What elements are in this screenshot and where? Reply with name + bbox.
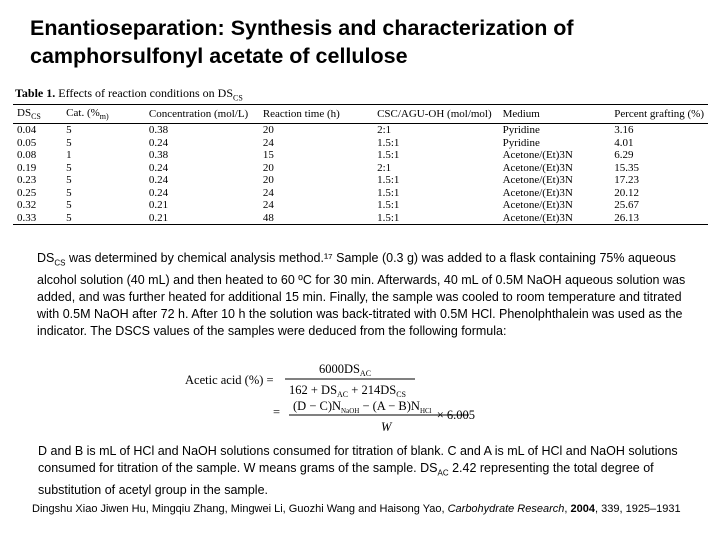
table-cell: 0.08 xyxy=(17,149,37,161)
table-cell: 20 xyxy=(262,161,274,174)
table-cell: 5 xyxy=(62,212,145,225)
table-cell: Pyridine xyxy=(502,136,540,149)
table-cell: 1.5:1 xyxy=(377,174,400,186)
acetic-acid-formula xyxy=(185,355,485,441)
table-cell: 17.23 xyxy=(614,174,639,186)
header-medium: Medium xyxy=(499,105,611,124)
table-cell: 0.23 xyxy=(17,174,37,186)
title-line-1: Enantioseparation: Synthesis and characterization of xyxy=(30,16,574,40)
table-cell: Acetone/(Et)3N xyxy=(502,186,573,199)
table-cell: 4.01 xyxy=(614,136,634,149)
table-cell: 20 xyxy=(262,124,274,136)
table-caption-text: Effects of reaction conditions on DS xyxy=(58,86,233,100)
formula-lhs: Acetic acid (%) = xyxy=(185,373,274,387)
table-row xyxy=(13,199,708,212)
title-line-2: camphorsulfonyl acetate of cellulose xyxy=(30,44,408,68)
table-cell: 24 xyxy=(262,186,274,199)
table-cell: 0.21 xyxy=(148,199,169,211)
table-row xyxy=(13,212,708,225)
table-cell: 1.5:1 xyxy=(377,149,400,161)
table-cell: 25.67 xyxy=(614,199,639,211)
formula-line2-numerator: $(D - C)N_{NaOH} - (A - B)N_{HCl}$ xyxy=(293,399,432,415)
header-ratio: CSC/AGU-OH (mol/mol) xyxy=(373,105,499,124)
table-cell: 0.04 xyxy=(17,124,37,136)
definitions-text: D and B is mL of HCl and NaOH solutions consumed for titration of blank. C and A is mL of HCl and NaOH solutions consumed for titration of the sample. W means grams of the sample. DS xyxy=(38,444,678,475)
table-cell: 5 xyxy=(66,136,72,149)
table-cell: 0.25 xyxy=(17,186,37,199)
table-cell: 5 xyxy=(66,161,72,174)
table-cell: 0.05 xyxy=(17,136,37,149)
formula-factor: × 6.005 xyxy=(436,408,475,422)
table-cell: 0.24 xyxy=(148,136,169,149)
citation-authors: Dingshu Xiao Jiwen Hu, Mingqiu Zhang, Mingwei Li, Guozhi Wang and Haisong Yao, xyxy=(32,503,448,515)
table-cell: 0.38 xyxy=(148,149,169,161)
header-cat: Cat. ($\%_{m)}$ xyxy=(62,105,145,124)
table-cell: 0.19 xyxy=(17,161,37,174)
table-cell: 48 xyxy=(259,212,373,225)
table-cell: 1 xyxy=(66,149,72,161)
table-cell: 5 xyxy=(66,124,72,136)
table-cell: 0.24 xyxy=(148,186,169,199)
conditions-table xyxy=(13,104,708,225)
citation-sep: , xyxy=(564,503,571,515)
table-cell: 1.5:1 xyxy=(377,186,400,199)
table-row xyxy=(13,124,708,137)
table-cell: 6.29 xyxy=(614,149,634,161)
table-cell: 0.24 xyxy=(148,174,169,186)
table-row xyxy=(13,162,708,175)
table-cell: 2:1 xyxy=(377,161,392,174)
citation xyxy=(32,501,702,518)
table-row xyxy=(13,187,708,200)
table-cell: 0.33 xyxy=(13,212,62,225)
table-cell: 1.5:1 xyxy=(373,212,499,225)
citation-rest: , 339, 1925–1931 xyxy=(595,503,681,515)
table-body xyxy=(13,124,708,225)
definitions-tail: 2.42 representing the total degree of substitution of acetyl group in the sample. xyxy=(38,460,654,498)
table-cell: 5 xyxy=(66,186,72,199)
table-header-row xyxy=(13,105,708,124)
table-cell: 20.12 xyxy=(614,186,639,199)
ds-label: DS xyxy=(37,251,55,265)
table-cell: 24 xyxy=(262,136,274,149)
table-caption-label: Table 1. xyxy=(15,86,56,100)
definitions-paragraph xyxy=(38,443,693,499)
table-cell: 15.35 xyxy=(614,161,639,174)
header-concentration: Concentration (mol/L) xyxy=(145,105,259,124)
table-cell: 0.32 xyxy=(17,199,37,211)
table-cell: 3.16 xyxy=(614,124,634,136)
table-cell: Acetone/(Et)3N xyxy=(502,149,573,161)
table-cell: Pyridine xyxy=(502,124,540,136)
citation-journal: Carbohydrate Research xyxy=(447,503,565,515)
table-cell: 1.5:1 xyxy=(377,199,400,211)
formula-eq2: = xyxy=(273,405,281,419)
ds-sub: CS xyxy=(54,258,66,268)
table-cell: 5 xyxy=(66,174,72,186)
table-cell: 1.5:1 xyxy=(377,136,400,149)
table-cell: 15 xyxy=(262,149,274,161)
header-reaction-time: Reaction time (h) xyxy=(259,105,373,124)
method-paragraph xyxy=(37,250,697,339)
table-row xyxy=(13,149,708,162)
table-cell: Acetone/(Et)3N xyxy=(502,161,573,174)
table-cell: 5 xyxy=(66,199,72,211)
formula-w: W xyxy=(381,420,392,434)
header-ds: $DS_{CS}$ xyxy=(13,105,62,124)
table-cell: 0.21 xyxy=(145,212,259,225)
table-cell: 2:1 xyxy=(377,124,392,136)
table-caption xyxy=(15,86,243,102)
table-caption-sub: CS xyxy=(233,93,243,103)
table-row xyxy=(13,137,708,150)
table-row xyxy=(13,174,708,187)
table-cell: 24 xyxy=(262,199,274,211)
table-cell: Acetone/(Et)3N xyxy=(502,199,573,211)
table-cell: 20 xyxy=(262,174,274,186)
table-cell: 26.13 xyxy=(610,212,708,225)
table-cell: Acetone/(Et)3N xyxy=(499,212,611,225)
table-cell: 0.24 xyxy=(148,161,169,174)
definitions-sub: AC xyxy=(437,468,449,478)
header-grafting: Percent grafting (%) xyxy=(610,105,708,124)
table-cell: 0.38 xyxy=(148,124,169,136)
method-text: was determined by chemical analysis method.¹⁷ Sample (0.3 g) was added to a flask containing 75% aqueous alcohol solution (40 mL) and then heated to 60 ºC for 30 min. Afterwards, 40 mL of 0.5M NaOH aqueous solution was added, and was further heated for additional 15 min. Finally, the sample was cooled to room temperature and titrated with 0.5M NaOH after 72 h. After 10 h the solution was back-titrated with 0.5M HCl. Phenolphthalein was used as the indicator. The DSCS values of the samples were deduced from the following formula: xyxy=(37,251,686,338)
formula-denominator: $162 + DS_{AC} + 214DS_{CS}$ xyxy=(289,383,406,399)
formula-numerator: $6000DS_{AC}$ xyxy=(318,362,372,378)
slide-title xyxy=(30,14,700,70)
citation-year: 2004 xyxy=(570,503,595,515)
table-cell: Acetone/(Et)3N xyxy=(502,174,573,186)
